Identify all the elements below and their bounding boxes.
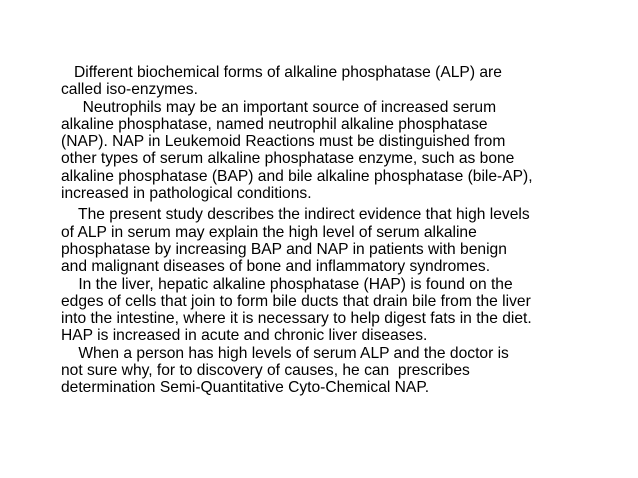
text-line: (NAP). NAP in Leukemoid Reactions must be distinguished from — [61, 133, 506, 151]
text-line: alkaline phosphatase, named neutrophil alkaline phosphatase — [61, 115, 488, 133]
text-line: other types of serum alkaline phosphatase enzyme, such as bone — [61, 150, 515, 168]
text-line: Neutrophils may be an important source of increased serum — [61, 98, 497, 116]
text-line: into the intestine, where it is necessary to help digest fats in the diet. — [61, 310, 532, 328]
body-text — [61, 64, 606, 397]
text-line: phosphatase by increasing BAP and NAP in patients with benign — [61, 240, 507, 258]
text-line: increased in pathological conditions. — [61, 185, 312, 203]
text-line: not sure why, for to discovery of causes, he can prescribes — [61, 362, 470, 380]
text-line: alkaline phosphatase (BAP) and bile alkaline phosphatase (bile-AP), — [61, 167, 533, 185]
text-line: When a person has high levels of serum ALP and the doctor is — [61, 344, 509, 362]
text-line: and malignant diseases of bone and inflammatory syndromes. — [61, 258, 491, 276]
text-line: determination Semi-Quantitative Cyto-Chemical NAP. — [61, 379, 430, 397]
text-line: of ALP in serum may explain the high level of serum alkaline — [61, 223, 477, 241]
text-line: Different biochemical forms of alkaline phosphatase (ALP) are — [61, 64, 502, 81]
paragraph-neutrophils-nap — [61, 99, 606, 203]
text-line: HAP is increased in acute and chronic liver diseases. — [61, 327, 428, 345]
paragraph-present-study — [61, 206, 606, 275]
paragraph-alp-isoenzymes — [61, 64, 606, 99]
paragraph-hepatic-hap — [61, 276, 606, 345]
text-line: In the liver, hepatic alkaline phosphatase (HAP) is found on the — [61, 275, 513, 293]
paragraph-high-serum-alp — [61, 345, 606, 397]
text-line: edges of cells that join to form bile ducts that drain bile from the liver — [61, 292, 531, 310]
text-line: The present study describes the indirect evidence that high levels — [61, 206, 530, 224]
text-line: called iso-enzymes. — [61, 81, 198, 99]
